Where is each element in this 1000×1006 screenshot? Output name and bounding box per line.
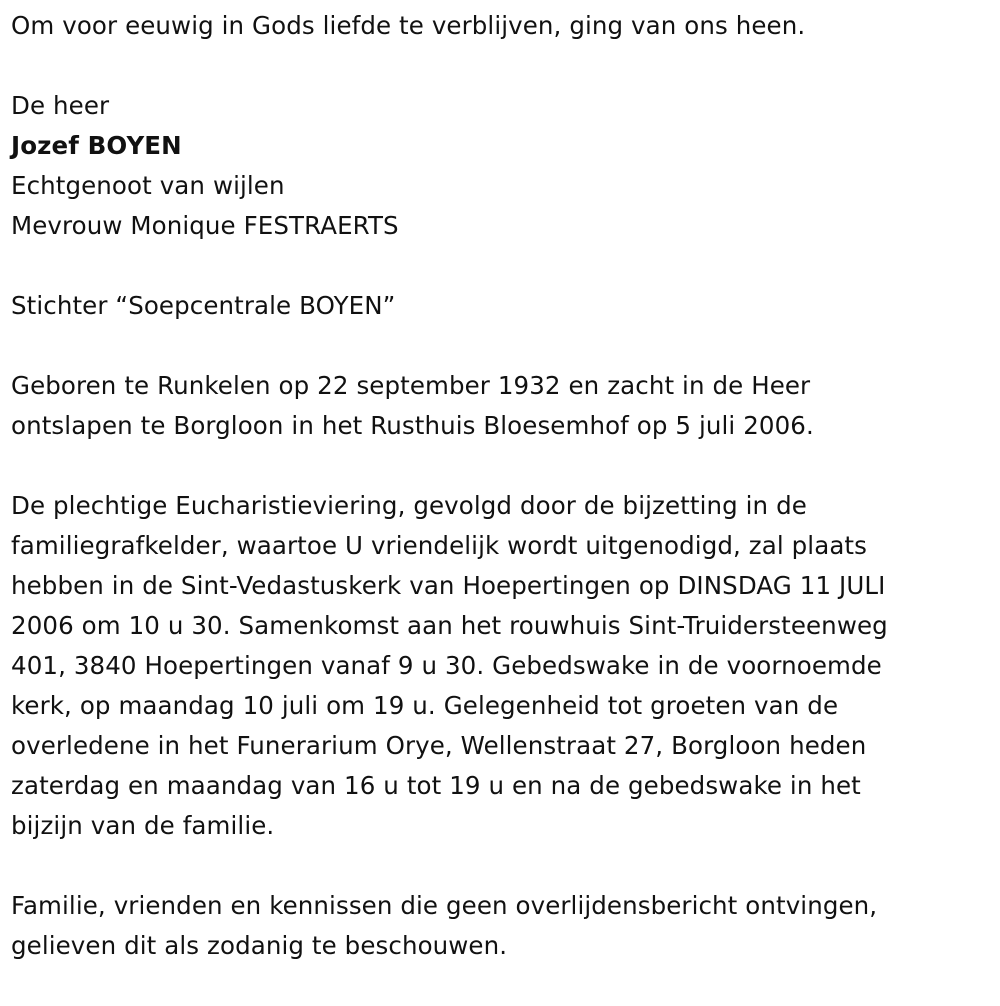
birth-death-line: ontslapen te Borgloon in het Rusthuis Bloesemhof op 5 juli 2006. — [11, 411, 814, 440]
person-block — [11, 86, 1000, 246]
person-title: De heer — [11, 91, 110, 120]
ceremony-line: 2006 om 10 u 30. Samenkomst aan het rouwhuis Sint-Truidersteenweg — [11, 611, 888, 640]
ceremony-paragraph — [11, 486, 1000, 846]
birth-death-line: Geboren te Runkelen op 22 september 1932 en zacht in de Heer — [11, 371, 811, 400]
ceremony-line: overledene in het Funerarium Orye, Wellenstraat 27, Borgloon heden — [11, 731, 867, 760]
closing-paragraph — [11, 886, 1000, 966]
ceremony-line: De plechtige Eucharistieviering, gevolgd door de bijzetting in de — [11, 491, 807, 520]
ceremony-line: hebben in de Sint-Vedastuskerk van Hoepertingen op DINSDAG 11 JULI — [11, 571, 886, 600]
closing-line: gelieven dit als zodanig te beschouwen. — [11, 931, 508, 960]
intro-paragraph — [11, 6, 1000, 46]
spouse-name: Mevrouw Monique FESTRAERTS — [11, 211, 399, 240]
intro-text: Om voor eeuwig in Gods liefde te verblijven, ging van ons heen. — [11, 11, 806, 40]
ceremony-line: kerk, op maandag 10 juli om 19 u. Gelegenheid tot groeten van de — [11, 691, 839, 720]
person-name: Jozef BOYEN — [11, 131, 182, 160]
closing-line: Familie, vrienden en kennissen die geen overlijdensbericht ontvingen, — [11, 891, 878, 920]
ceremony-line: familiegrafkelder, waartoe U vriendelijk wordt uitgenodigd, zal plaats — [11, 531, 868, 560]
founder-paragraph — [11, 286, 1000, 326]
birth-death-paragraph — [11, 366, 1000, 446]
ceremony-line: 401, 3840 Hoepertingen vanaf 9 u 30. Gebedswake in de voornoemde — [11, 651, 882, 680]
founder-text: Stichter “Soepcentrale BOYEN” — [11, 291, 396, 320]
person-relation: Echtgenoot van wijlen — [11, 171, 285, 200]
ceremony-line: zaterdag en maandag van 16 u tot 19 u en na de gebedswake in het — [11, 771, 861, 800]
ceremony-line: bijzijn van de familie. — [11, 811, 275, 840]
